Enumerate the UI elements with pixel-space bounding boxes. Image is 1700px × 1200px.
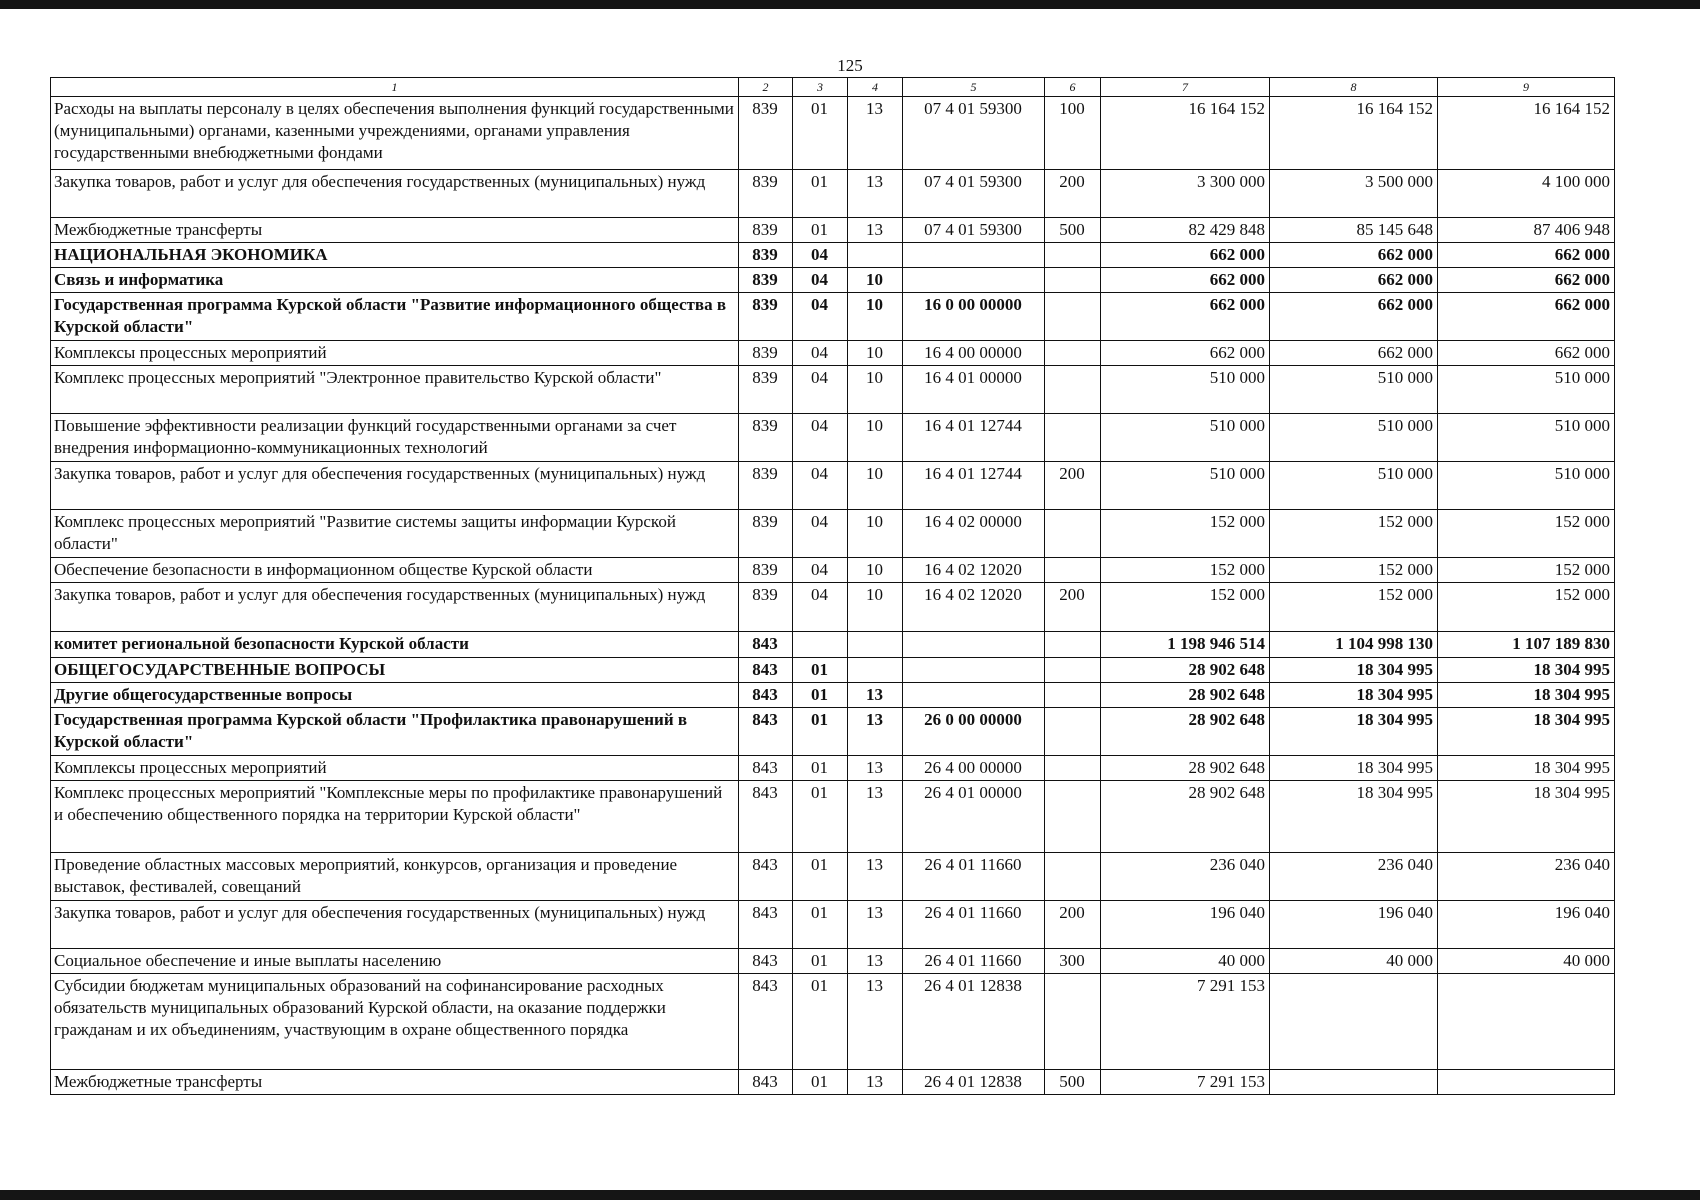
- cell-amount-col9: 18 304 995: [1438, 781, 1615, 853]
- cell-admin-code: 843: [739, 683, 793, 708]
- cell-amount-col9: 662 000: [1438, 243, 1615, 268]
- cell-amount-col7: 510 000: [1101, 414, 1270, 462]
- row-name: Другие общегосударственные вопросы: [51, 683, 739, 708]
- cell-admin-code: 843: [739, 708, 793, 756]
- column-number: 2: [739, 78, 793, 97]
- cell-target-article: 07 4 01 59300: [903, 97, 1045, 170]
- cell-amount-col8: 196 040: [1270, 901, 1438, 949]
- cell-expense-type: [1045, 243, 1101, 268]
- cell-admin-code: 839: [739, 170, 793, 218]
- cell-target-article: 16 0 00 00000: [903, 293, 1045, 341]
- cell-amount-col8: 18 304 995: [1270, 756, 1438, 781]
- cell-admin-code: 839: [739, 243, 793, 268]
- cell-admin-code: 839: [739, 558, 793, 583]
- cell-section: 04: [793, 462, 848, 510]
- row-name: Закупка товаров, работ и услуг для обеспечения государственных (муниципальных) нужд: [51, 583, 739, 632]
- cell-admin-code: 839: [739, 414, 793, 462]
- cell-amount-col8: 152 000: [1270, 583, 1438, 632]
- table-row: [51, 949, 1615, 974]
- cell-section: 01: [793, 1070, 848, 1095]
- cell-subsection: 13: [848, 708, 903, 756]
- cell-amount-col7: 28 902 648: [1101, 756, 1270, 781]
- cell-target-article: [903, 658, 1045, 683]
- cell-subsection: 13: [848, 901, 903, 949]
- column-number: 3: [793, 78, 848, 97]
- cell-admin-code: 843: [739, 632, 793, 658]
- cell-target-article: 16 4 01 00000: [903, 366, 1045, 414]
- cell-section: 01: [793, 218, 848, 243]
- cell-target-article: 07 4 01 59300: [903, 170, 1045, 218]
- cell-section: [793, 632, 848, 658]
- cell-expense-type: [1045, 366, 1101, 414]
- table-row: [51, 510, 1615, 558]
- row-name: Связь и информатика: [51, 268, 739, 293]
- cell-expense-type: 500: [1045, 218, 1101, 243]
- cell-subsection: 10: [848, 558, 903, 583]
- table-row: [51, 1070, 1615, 1095]
- table-row: [51, 853, 1615, 901]
- row-name: ОБЩЕГОСУДАРСТВЕННЫЕ ВОПРОСЫ: [51, 658, 739, 683]
- cell-target-article: 26 0 00 00000: [903, 708, 1045, 756]
- cell-amount-col7: 28 902 648: [1101, 708, 1270, 756]
- cell-amount-col7: 236 040: [1101, 853, 1270, 901]
- cell-subsection: 10: [848, 414, 903, 462]
- cell-expense-type: [1045, 510, 1101, 558]
- cell-section: 01: [793, 853, 848, 901]
- cell-subsection: 10: [848, 366, 903, 414]
- cell-target-article: [903, 268, 1045, 293]
- row-name: Государственная программа Курской области "Профилактика правонарушений в Курской области": [51, 708, 739, 756]
- cell-amount-col7: 82 429 848: [1101, 218, 1270, 243]
- cell-amount-col9: 152 000: [1438, 583, 1615, 632]
- cell-amount-col9: 196 040: [1438, 901, 1615, 949]
- table-row: [51, 341, 1615, 366]
- cell-section: 01: [793, 949, 848, 974]
- cell-amount-col8: 662 000: [1270, 341, 1438, 366]
- cell-section: 04: [793, 293, 848, 341]
- cell-amount-col7: 28 902 648: [1101, 781, 1270, 853]
- table-row: [51, 583, 1615, 632]
- page-number: 125: [837, 56, 863, 75]
- cell-amount-col7: 40 000: [1101, 949, 1270, 974]
- cell-amount-col7: 510 000: [1101, 366, 1270, 414]
- row-name: Комплекс процессных мероприятий "Электронное правительство Курской области": [51, 366, 739, 414]
- cell-amount-col7: 28 902 648: [1101, 658, 1270, 683]
- cell-amount-col9: 18 304 995: [1438, 683, 1615, 708]
- table-row: [51, 170, 1615, 218]
- cell-amount-col9: 152 000: [1438, 558, 1615, 583]
- cell-target-article: 26 4 01 12838: [903, 974, 1045, 1070]
- cell-expense-type: 300: [1045, 949, 1101, 974]
- cell-subsection: 10: [848, 583, 903, 632]
- cell-expense-type: [1045, 268, 1101, 293]
- cell-section: 01: [793, 170, 848, 218]
- table-row: [51, 218, 1615, 243]
- cell-section: 01: [793, 683, 848, 708]
- cell-subsection: 13: [848, 853, 903, 901]
- cell-section: 04: [793, 583, 848, 632]
- column-number: 1: [51, 78, 739, 97]
- cell-amount-col7: 662 000: [1101, 268, 1270, 293]
- cell-amount-col9: 510 000: [1438, 462, 1615, 510]
- cell-amount-col9: 510 000: [1438, 414, 1615, 462]
- cell-section: 01: [793, 974, 848, 1070]
- cell-amount-col7: 7 291 153: [1101, 974, 1270, 1070]
- cell-amount-col9: 40 000: [1438, 949, 1615, 974]
- cell-target-article: 16 4 01 12744: [903, 414, 1045, 462]
- cell-section: 04: [793, 510, 848, 558]
- cell-subsection: 10: [848, 293, 903, 341]
- cell-target-article: 26 4 01 11660: [903, 853, 1045, 901]
- cell-admin-code: 843: [739, 974, 793, 1070]
- cell-amount-col9: 18 304 995: [1438, 756, 1615, 781]
- cell-amount-col9: 662 000: [1438, 293, 1615, 341]
- table-row: [51, 658, 1615, 683]
- row-name: Расходы на выплаты персоналу в целях обеспечения выполнения функций государственными (муниципальными) органами, казенными учреждениями, органами управления государственными внебюджетными фондами: [51, 97, 739, 170]
- cell-section: 04: [793, 558, 848, 583]
- cell-amount-col8: 3 500 000: [1270, 170, 1438, 218]
- column-number: 8: [1270, 78, 1438, 97]
- table-body: [51, 97, 1615, 1095]
- cell-expense-type: [1045, 341, 1101, 366]
- table-row: [51, 293, 1615, 341]
- cell-target-article: 16 4 02 00000: [903, 510, 1045, 558]
- cell-admin-code: 843: [739, 756, 793, 781]
- cell-admin-code: 843: [739, 949, 793, 974]
- cell-subsection: 13: [848, 683, 903, 708]
- cell-amount-col8: 662 000: [1270, 293, 1438, 341]
- cell-expense-type: [1045, 632, 1101, 658]
- cell-section: 01: [793, 901, 848, 949]
- cell-amount-col9: 236 040: [1438, 853, 1615, 901]
- cell-amount-col8: 510 000: [1270, 366, 1438, 414]
- column-number: 5: [903, 78, 1045, 97]
- cell-expense-type: [1045, 658, 1101, 683]
- cell-target-article: [903, 632, 1045, 658]
- cell-section: 01: [793, 781, 848, 853]
- cell-amount-col8: 510 000: [1270, 414, 1438, 462]
- cell-admin-code: 839: [739, 218, 793, 243]
- row-name: Комплекс процессных мероприятий "Развитие системы защиты информации Курской области": [51, 510, 739, 558]
- cell-target-article: [903, 243, 1045, 268]
- cell-subsection: 10: [848, 462, 903, 510]
- row-name: Закупка товаров, работ и услуг для обеспечения государственных (муниципальных) нужд: [51, 462, 739, 510]
- cell-admin-code: 839: [739, 97, 793, 170]
- cell-amount-col9: 1 107 189 830: [1438, 632, 1615, 658]
- cell-amount-col9: 18 304 995: [1438, 708, 1615, 756]
- row-name: Комплексы процессных мероприятий: [51, 756, 739, 781]
- table-row: [51, 97, 1615, 170]
- cell-target-article: 26 4 01 11660: [903, 901, 1045, 949]
- cell-expense-type: [1045, 414, 1101, 462]
- cell-section: 04: [793, 414, 848, 462]
- row-name: комитет региональной безопасности Курской области: [51, 632, 739, 658]
- cell-amount-col9: [1438, 974, 1615, 1070]
- cell-section: 04: [793, 243, 848, 268]
- cell-section: 04: [793, 341, 848, 366]
- cell-subsection: 10: [848, 268, 903, 293]
- column-number: 7: [1101, 78, 1270, 97]
- cell-target-article: 26 4 01 12838: [903, 1070, 1045, 1095]
- cell-target-article: [903, 683, 1045, 708]
- cell-amount-col8: 152 000: [1270, 510, 1438, 558]
- cell-amount-col7: 510 000: [1101, 462, 1270, 510]
- row-name: Комплекс процессных мероприятий "Комплексные меры по профилактике правонарушений и обеспечению общественного порядка на территории Курской области": [51, 781, 739, 853]
- cell-amount-col7: 1 198 946 514: [1101, 632, 1270, 658]
- cell-admin-code: 839: [739, 462, 793, 510]
- cell-amount-col7: 28 902 648: [1101, 683, 1270, 708]
- column-number: 9: [1438, 78, 1615, 97]
- cell-amount-col9: 510 000: [1438, 366, 1615, 414]
- cell-amount-col8: 16 164 152: [1270, 97, 1438, 170]
- cell-subsection: 13: [848, 756, 903, 781]
- cell-admin-code: 839: [739, 268, 793, 293]
- cell-subsection: 13: [848, 949, 903, 974]
- cell-amount-col9: 662 000: [1438, 268, 1615, 293]
- cell-amount-col8: 85 145 648: [1270, 218, 1438, 243]
- cell-amount-col7: 152 000: [1101, 558, 1270, 583]
- cell-amount-col8: [1270, 1070, 1438, 1095]
- table-row: [51, 632, 1615, 658]
- row-name: Обеспечение безопасности в информационном обществе Курской области: [51, 558, 739, 583]
- cell-amount-col7: 662 000: [1101, 293, 1270, 341]
- cell-amount-col7: 196 040: [1101, 901, 1270, 949]
- cell-section: 01: [793, 756, 848, 781]
- cell-subsection: 13: [848, 1070, 903, 1095]
- cell-expense-type: [1045, 756, 1101, 781]
- cell-admin-code: 839: [739, 341, 793, 366]
- cell-amount-col7: 662 000: [1101, 243, 1270, 268]
- cell-amount-col7: 662 000: [1101, 341, 1270, 366]
- table-row: [51, 558, 1615, 583]
- cell-admin-code: 843: [739, 901, 793, 949]
- cell-amount-col8: 662 000: [1270, 243, 1438, 268]
- cell-section: 04: [793, 268, 848, 293]
- cell-target-article: 07 4 01 59300: [903, 218, 1045, 243]
- cell-expense-type: [1045, 683, 1101, 708]
- table-row: [51, 268, 1615, 293]
- table-row: [51, 901, 1615, 949]
- table-row: [51, 462, 1615, 510]
- cell-expense-type: [1045, 293, 1101, 341]
- cell-amount-col7: 152 000: [1101, 583, 1270, 632]
- row-name: Государственная программа Курской области "Развитие информационного общества в Курской области": [51, 293, 739, 341]
- cell-target-article: 26 4 01 11660: [903, 949, 1045, 974]
- cell-expense-type: 200: [1045, 170, 1101, 218]
- cell-admin-code: 843: [739, 781, 793, 853]
- cell-expense-type: [1045, 974, 1101, 1070]
- cell-expense-type: [1045, 708, 1101, 756]
- cell-amount-col8: 510 000: [1270, 462, 1438, 510]
- table-row: [51, 414, 1615, 462]
- cell-expense-type: 200: [1045, 583, 1101, 632]
- table-row: [51, 708, 1615, 756]
- row-name: Закупка товаров, работ и услуг для обеспечения государственных (муниципальных) нужд: [51, 901, 739, 949]
- row-name: Субсидии бюджетам муниципальных образований на софинансирование расходных обязательств муниципальных образований Курской области, на оказание поддержки гражданам и их объединениям, участвующим в охране общественного порядка: [51, 974, 739, 1070]
- row-name: НАЦИОНАЛЬНАЯ ЭКОНОМИКА: [51, 243, 739, 268]
- cell-admin-code: 839: [739, 510, 793, 558]
- scan-bottom-edge: [0, 1190, 1700, 1200]
- cell-amount-col7: 3 300 000: [1101, 170, 1270, 218]
- cell-subsection: 10: [848, 341, 903, 366]
- column-number-row: [51, 78, 1615, 97]
- cell-subsection: 13: [848, 170, 903, 218]
- row-name: Межбюджетные трансферты: [51, 1070, 739, 1095]
- cell-subsection: 13: [848, 97, 903, 170]
- cell-subsection: 13: [848, 974, 903, 1070]
- cell-amount-col9: 4 100 000: [1438, 170, 1615, 218]
- cell-amount-col8: [1270, 974, 1438, 1070]
- cell-amount-col8: 1 104 998 130: [1270, 632, 1438, 658]
- cell-target-article: 16 4 00 00000: [903, 341, 1045, 366]
- cell-subsection: 13: [848, 781, 903, 853]
- cell-target-article: 16 4 01 12744: [903, 462, 1045, 510]
- cell-expense-type: 500: [1045, 1070, 1101, 1095]
- cell-expense-type: 200: [1045, 462, 1101, 510]
- cell-amount-col8: 40 000: [1270, 949, 1438, 974]
- cell-amount-col7: 16 164 152: [1101, 97, 1270, 170]
- cell-subsection: 10: [848, 510, 903, 558]
- cell-amount-col9: 152 000: [1438, 510, 1615, 558]
- cell-amount-col9: 662 000: [1438, 341, 1615, 366]
- cell-target-article: 26 4 01 00000: [903, 781, 1045, 853]
- cell-expense-type: [1045, 781, 1101, 853]
- cell-amount-col9: [1438, 1070, 1615, 1095]
- cell-amount-col7: 7 291 153: [1101, 1070, 1270, 1095]
- cell-subsection: 13: [848, 218, 903, 243]
- row-name: Повышение эффективности реализации функций государственными органами за счет внедрения информационно-коммуникационных технологий: [51, 414, 739, 462]
- cell-amount-col8: 236 040: [1270, 853, 1438, 901]
- cell-admin-code: 843: [739, 1070, 793, 1095]
- cell-section: 01: [793, 97, 848, 170]
- cell-admin-code: 839: [739, 583, 793, 632]
- cell-subsection: [848, 632, 903, 658]
- cell-expense-type: 100: [1045, 97, 1101, 170]
- cell-amount-col9: 18 304 995: [1438, 658, 1615, 683]
- row-name: Закупка товаров, работ и услуг для обеспечения государственных (муниципальных) нужд: [51, 170, 739, 218]
- row-name: Межбюджетные трансферты: [51, 218, 739, 243]
- cell-admin-code: 843: [739, 853, 793, 901]
- table-row: [51, 974, 1615, 1070]
- cell-amount-col9: 87 406 948: [1438, 218, 1615, 243]
- cell-target-article: 16 4 02 12020: [903, 583, 1045, 632]
- cell-amount-col8: 662 000: [1270, 268, 1438, 293]
- row-name: Комплексы процессных мероприятий: [51, 341, 739, 366]
- cell-admin-code: 839: [739, 366, 793, 414]
- table-row: [51, 366, 1615, 414]
- column-number: 6: [1045, 78, 1101, 97]
- row-name: Проведение областных массовых мероприятий, конкурсов, организация и проведение выставок, фестивалей, совещаний: [51, 853, 739, 901]
- table-row: [51, 781, 1615, 853]
- cell-amount-col9: 16 164 152: [1438, 97, 1615, 170]
- cell-amount-col7: 152 000: [1101, 510, 1270, 558]
- cell-subsection: [848, 658, 903, 683]
- cell-admin-code: 839: [739, 293, 793, 341]
- table-row: [51, 756, 1615, 781]
- cell-amount-col8: 18 304 995: [1270, 683, 1438, 708]
- cell-section: 01: [793, 658, 848, 683]
- cell-expense-type: 200: [1045, 901, 1101, 949]
- budget-table: [50, 77, 1615, 1095]
- cell-amount-col8: 18 304 995: [1270, 708, 1438, 756]
- row-name: Социальное обеспечение и иные выплаты населению: [51, 949, 739, 974]
- cell-amount-col8: 18 304 995: [1270, 781, 1438, 853]
- cell-subsection: [848, 243, 903, 268]
- column-number: 4: [848, 78, 903, 97]
- cell-amount-col8: 152 000: [1270, 558, 1438, 583]
- cell-amount-col8: 18 304 995: [1270, 658, 1438, 683]
- cell-target-article: 16 4 02 12020: [903, 558, 1045, 583]
- table-row: [51, 243, 1615, 268]
- cell-expense-type: [1045, 853, 1101, 901]
- cell-section: 01: [793, 708, 848, 756]
- table-row: [51, 683, 1615, 708]
- cell-admin-code: 843: [739, 658, 793, 683]
- scan-top-edge: [0, 0, 1700, 9]
- cell-expense-type: [1045, 558, 1101, 583]
- cell-section: 04: [793, 366, 848, 414]
- cell-target-article: 26 4 00 00000: [903, 756, 1045, 781]
